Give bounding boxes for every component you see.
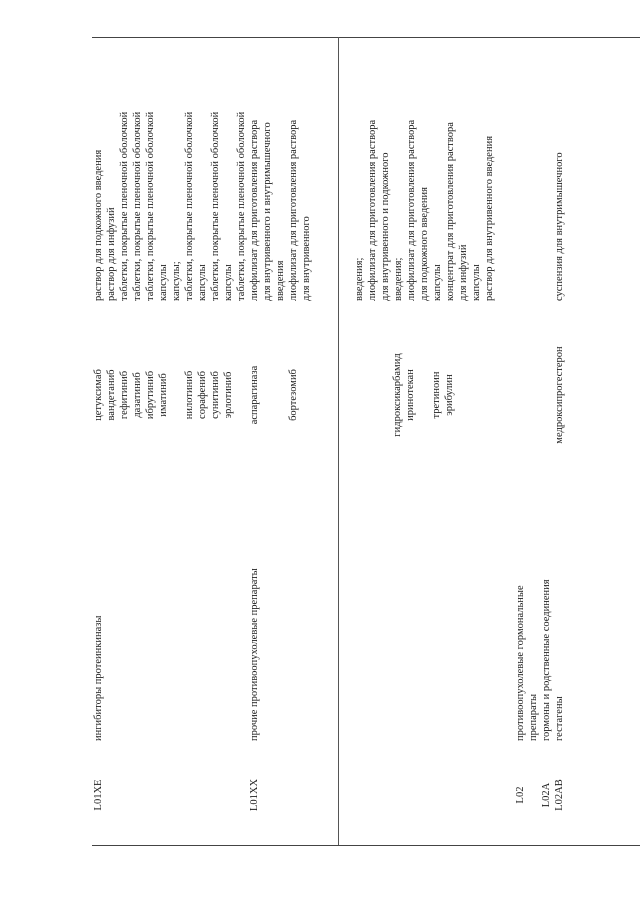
dosage-form-list — [92, 37, 248, 305]
substance: иматиниб — [158, 373, 169, 417]
dosage-form: для внутривенного и подкожного — [379, 152, 391, 301]
substance: иринотекан — [404, 369, 416, 421]
dosage-form — [514, 41, 527, 301]
dosage-form: суспензия для внутримышечного — [554, 152, 565, 301]
dosage-form: введения; — [392, 257, 404, 301]
dosage-form: для подкожного введения — [418, 187, 430, 301]
table-row — [498, 37, 640, 845]
substance — [514, 309, 527, 481]
dosage-form: лиофилизат для приготовления раствора — [366, 119, 378, 301]
group-name-list — [498, 485, 640, 745]
substance-list — [338, 305, 498, 485]
substance: вандетаниб — [106, 369, 117, 421]
substance: ибрутиниб — [145, 370, 156, 420]
dosage-form: капсулы — [158, 264, 169, 301]
substance — [527, 309, 540, 481]
dosage-form: таблетки, покрытые пленочной оболочкой — [145, 111, 156, 301]
atc-code: L01XX — [249, 778, 260, 812]
dosage-form-list — [338, 37, 498, 305]
group-name: противоопухолевые гормональные — [515, 585, 526, 741]
substance: третиноин — [430, 371, 442, 419]
dosage-form: лиофилизат для приготовления раствора — [249, 119, 260, 301]
dosage-form: капсулы — [470, 264, 482, 301]
rotated-table — [92, 37, 640, 845]
group-name — [338, 485, 498, 745]
substance: сунитиниб — [210, 371, 221, 419]
table-bottom-border — [92, 845, 640, 846]
dosage-form: таблетки, покрытые пленочной оболочкой — [210, 111, 221, 301]
dosage-form: для внутривенного — [301, 216, 312, 301]
atc-code — [338, 745, 498, 845]
dosage-form: таблетки, покрытые пленочной оболочкой — [236, 111, 247, 301]
table-row — [92, 37, 248, 845]
substance: дазатиниб — [132, 372, 143, 418]
dosage-form: для внутривенного и внутримышечного — [262, 122, 273, 301]
atc-code: L02A — [541, 782, 552, 808]
dosage-form: таблетки, покрытые пленочной оболочкой — [132, 111, 143, 301]
substance: медроксипрогестерон — [554, 346, 565, 444]
dosage-form: раствор для подкожного введения — [93, 149, 104, 301]
dosage-form: лиофилизат для приготовления раствора — [288, 119, 299, 301]
atc-code: L02AB — [554, 779, 565, 811]
substance-list — [248, 305, 338, 485]
dosage-form: лиофилизат для приготовления раствора — [405, 119, 417, 301]
substance: бортезомиб — [288, 369, 299, 421]
dosage-form — [540, 41, 553, 301]
atc-code-list — [498, 745, 640, 845]
substance — [170, 309, 183, 481]
substance — [261, 309, 274, 481]
group-name: гестагены — [554, 696, 565, 741]
substance: эрибулин — [443, 374, 455, 416]
substance: сорафениб — [197, 371, 208, 419]
dosage-form — [527, 41, 540, 301]
dosage-form: капсулы — [197, 264, 208, 301]
table-row — [248, 37, 338, 845]
atc-code — [527, 749, 540, 841]
dosage-form: для инфузий — [457, 244, 469, 301]
substance — [417, 309, 430, 481]
substance: гидроксикарбамид — [391, 353, 403, 437]
substance-list — [498, 305, 640, 485]
drug-table — [92, 37, 640, 845]
group-name: гормоны и родственные соединения — [541, 579, 552, 741]
dosage-form: капсулы — [431, 264, 443, 301]
dosage-form: раствор для инфузий — [106, 207, 117, 301]
substance-list — [92, 305, 248, 485]
dosage-form: концентрат для приготовления раствора — [444, 122, 456, 301]
atc-code: L02 — [515, 786, 526, 804]
substance: аспарагиназа — [249, 365, 260, 425]
substance: нилотиниб — [184, 370, 195, 420]
substance — [540, 309, 553, 481]
dosage-form: капсулы; — [171, 261, 182, 301]
dosage-form-list — [498, 37, 640, 305]
dosage-form: введения — [275, 260, 286, 301]
substance: эрлотиниб — [223, 371, 234, 419]
dosage-form: капсулы — [223, 264, 234, 301]
substance: цетуксимаб — [93, 369, 104, 421]
dosage-form-list — [248, 37, 338, 305]
substance — [274, 309, 287, 481]
group-name: препараты — [528, 693, 539, 741]
table-row — [338, 37, 498, 845]
group-name: прочие противоопухолевые препараты — [249, 568, 260, 741]
substance: гефитиниб — [119, 370, 130, 420]
dosage-form: таблетки, покрытые пленочной оболочкой — [184, 111, 195, 301]
dosage-form: введения; — [353, 257, 365, 301]
atc-code: L01XE — [93, 779, 104, 811]
group-name: ингибиторы протеинкиназы — [93, 615, 104, 741]
dosage-form: таблетки, покрытые пленочной оболочкой — [119, 111, 130, 301]
dosage-form: раствор для внутривенного введения — [483, 135, 495, 301]
